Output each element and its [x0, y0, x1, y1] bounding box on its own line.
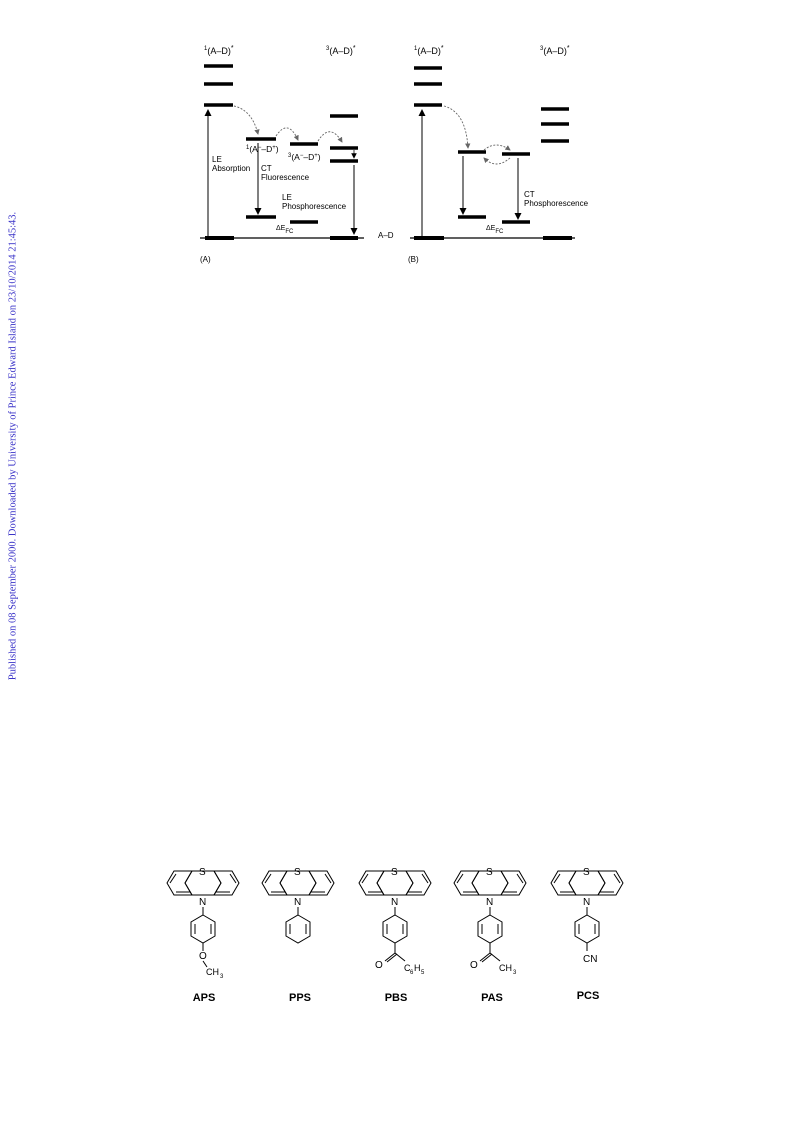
panel-b-triplet-label: $^3$(A–D)*	[540, 45, 570, 56]
svg-text:C: C	[404, 963, 411, 973]
compound-aps	[167, 867, 239, 980]
panel-b-isc-arrow-down	[484, 158, 510, 164]
panel-b-ct-phos-label: CT	[524, 190, 535, 199]
svg-text:S: S	[294, 867, 301, 878]
panel-b-triplet-levels	[541, 109, 569, 141]
panel-a-ct-fluorescence-label: CT	[261, 164, 272, 173]
svg-text:6: 6	[410, 970, 414, 976]
panel-b-singlet-levels	[414, 68, 442, 105]
panel-a-isc-arrow-2	[276, 128, 298, 140]
panel-a-delta-e: ΔEFC	[276, 225, 294, 235]
compound-label-aps: APS	[192, 992, 216, 1004]
svg-text:H: H	[414, 963, 421, 973]
panel-b-singlet-label: $^1$(A–D)*	[414, 45, 444, 56]
svg-text:S: S	[486, 867, 493, 878]
panel-a-singlet-levels	[204, 66, 233, 105]
download-note-text: Published on 08 September 2000. Downloaded by University of Prince Edward Island on 23/10/2014 21:45:43.	[7, 211, 19, 681]
panel-a-isc-arrow-1	[234, 106, 258, 134]
svg-text:CH: CH	[206, 967, 219, 977]
panel-a-le-phos-label-2: Phosphorescence	[282, 202, 347, 211]
svg-text:S: S	[199, 867, 206, 878]
panel-b-ground-label: A–D	[378, 231, 394, 240]
svg-text:3: 3	[220, 974, 224, 980]
svg-text:N: N	[294, 897, 302, 908]
panel-a-isc-arrow-3	[318, 132, 342, 142]
panel-a-tag: (A)	[200, 255, 211, 264]
svg-text:S: S	[391, 867, 398, 878]
panel-b-delta-e: ΔEFC	[486, 225, 504, 235]
compound-pas	[454, 867, 526, 976]
panel-a-ct-singlet-label: $^1$(A−–D+)	[246, 144, 279, 154]
compound-pbs	[359, 867, 431, 976]
panel-b-ct-levels	[458, 152, 530, 222]
svg-text:O: O	[375, 960, 383, 971]
panel-b-tag: (B)	[408, 255, 419, 264]
panel-a-triplet-label: $^3$(A–D)*	[326, 45, 356, 56]
compound-label-pbs: PBS	[384, 992, 408, 1004]
panel-a-singlet-label: $^1$(A–D)*	[204, 45, 234, 56]
compound-structures	[0, 855, 793, 1015]
svg-text:3: 3	[513, 970, 517, 976]
svg-text:O: O	[470, 960, 478, 971]
energy-level-diagram	[0, 0, 793, 290]
svg-text:S: S	[583, 867, 590, 878]
svg-text:CH: CH	[499, 963, 512, 973]
panel-b-ct-arrow	[444, 106, 468, 148]
panel-a-le-phos-label: LE	[282, 193, 292, 202]
panel-a-absorption-label: LE	[212, 155, 222, 164]
svg-text:N: N	[486, 897, 494, 908]
svg-text:O: O	[199, 951, 207, 962]
panel-b	[378, 45, 589, 264]
compound-pcs	[551, 867, 623, 965]
svg-text:CN: CN	[583, 954, 598, 965]
svg-text:N: N	[391, 897, 399, 908]
panel-a-ct-fluorescence-label-2: Fluorescence	[261, 173, 310, 182]
panel-a-ct-triplet-label: $^3$(A−–D+)	[288, 152, 321, 162]
compound-pps	[262, 867, 334, 943]
svg-text:N: N	[583, 897, 591, 908]
svg-text:N: N	[199, 897, 207, 908]
panel-b-ct-phos-label-2: Phosphorescence	[524, 199, 589, 208]
svg-text:5: 5	[421, 970, 425, 976]
compound-label-pcs: PCS	[576, 990, 600, 1002]
compound-label-pas: PAS	[481, 992, 503, 1004]
panel-b-isc-arrow-up	[484, 145, 510, 150]
panel-a	[200, 45, 364, 264]
panel-a-absorption-label-2: Absorption	[212, 164, 251, 173]
compound-label-pps: PPS	[288, 992, 311, 1004]
